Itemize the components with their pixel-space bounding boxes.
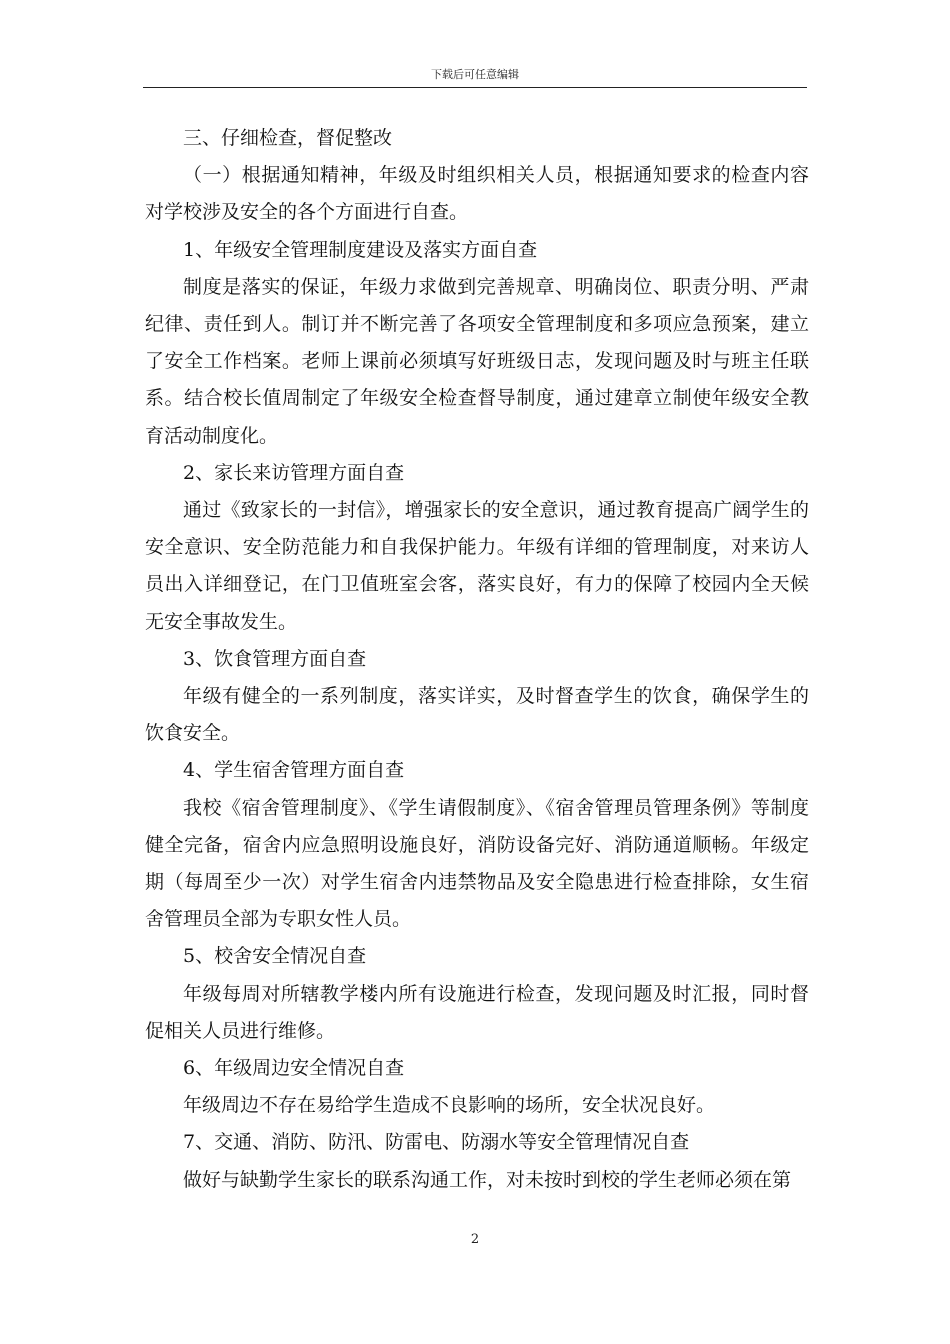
page-number: 2 <box>470 1232 480 1247</box>
paragraph: 做好与缺勤学生家长的联系沟通工作，对未按时到校的学生老师必须在第 <box>183 1168 792 1191</box>
subsection-heading: 2、家长来访管理方面自查 <box>183 461 405 484</box>
subsection-heading: 6、年级周边安全情况自查 <box>183 1057 405 1080</box>
paragraph: 我校《宿舍管理制度》、《学生请假制度》、《宿舍管理员管理条例》等制度健全完备，宿舍内应急照明设施良好，消防设备完好、消防通道顺畅。年级定期（每周至少一次）对学生宿舍内违禁物品及安全隐患进行检查排除，女生宿舍管理员全部为专职女性人员。 <box>145 796 809 931</box>
paragraph: （一）根据通知精神，年级及时组织相关人员，根据通知要求的检查内容对学校涉及安全的各个方面进行自查。 <box>145 164 809 224</box>
paragraph: 通过《致家长的一封信》，增强家长的安全意识，通过教育提高广阔学生的安全意识、安全防范能力和自我保护能力。年级有详细的管理制度，对来访人员出入详细登记，在门卫值班室会客，落实良好，有力的保障了校园内全天候无安全事故发生。 <box>145 499 809 633</box>
subsection-heading: 3、饮食管理方面自查 <box>183 647 367 670</box>
section-heading: 三、仔细检查，督促整改 <box>183 127 393 149</box>
subsection-heading: 1、年级安全管理制度建设及落实方面自查 <box>183 238 538 261</box>
subsection-heading: 7、交通、消防、防汛、防雷电、防溺水等安全管理情况自查 <box>183 1131 690 1154</box>
page-header: 下载后可任意编辑 <box>431 68 519 81</box>
subsection-heading: 4、学生宿舍管理方面自查 <box>183 759 405 782</box>
subsection-heading: 5、校舍安全情况自查 <box>183 945 367 968</box>
document-body <box>145 120 809 1199</box>
header-divider <box>143 87 807 88</box>
paragraph: 制度是落实的保证，年级力求做到完善规章、明确岗位、职责分明、严肃纪律、责任到人。制订并不断完善了各项安全管理制度和多项应急预案，建立了安全工作档案。老师上课前必须填写好班级日志，发现问题及时与班主任联系。结合校长值周制定了年级安全检查督导制度，通过建章立制使年级安全教育活动制度化。 <box>145 275 809 447</box>
paragraph: 年级有健全的一系列制度，落实详实，及时督查学生的饮食，确保学生的饮食安全。 <box>145 685 809 745</box>
paragraph: 年级周边不存在易给学生造成不良影响的场所，安全状况良好。 <box>183 1094 716 1117</box>
paragraph: 年级每周对所辖教学楼内所有设施进行检查，发现问题及时汇报，同时督促相关人员进行维修。 <box>145 982 809 1042</box>
